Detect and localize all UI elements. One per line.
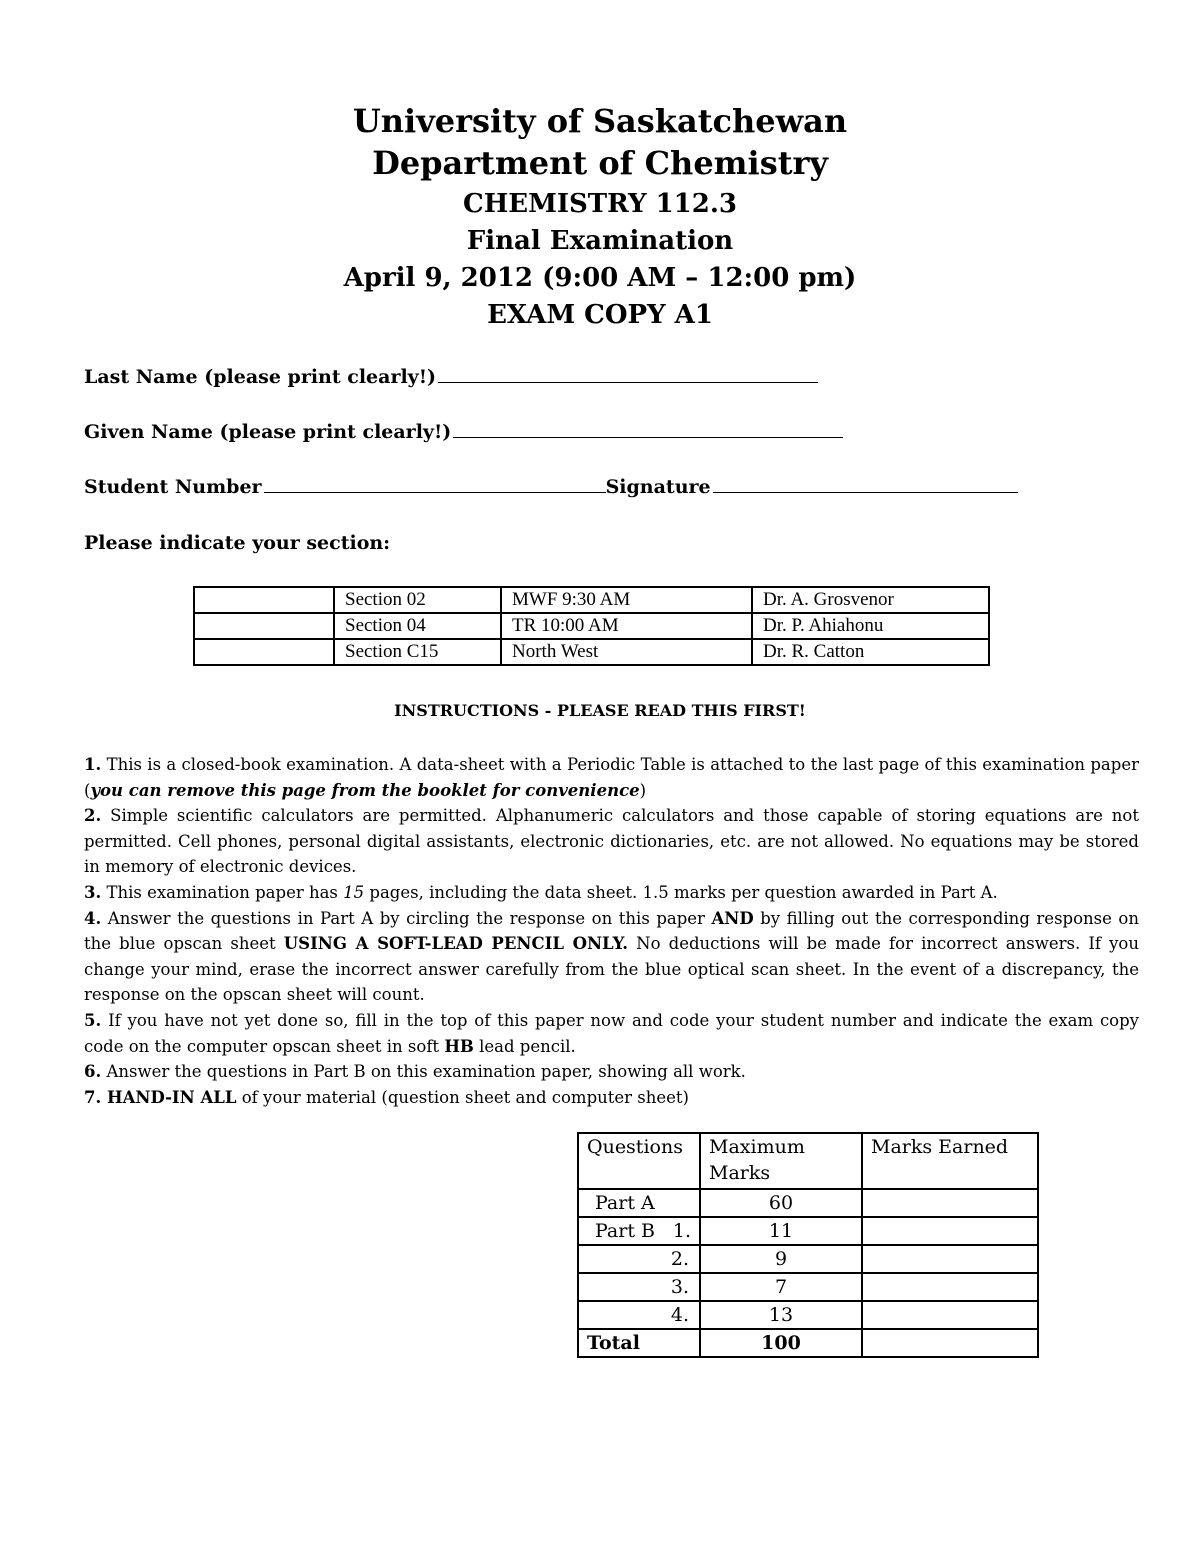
- instruction-item: 6. Answer the questions in Part B on this examination paper, showing all work.: [84, 1062, 746, 1082]
- university-title: University of Saskatchewan: [352, 102, 848, 140]
- section-checkbox-cell[interactable]: [194, 613, 334, 639]
- question-label: Part A: [578, 1189, 700, 1217]
- max-marks: 7: [700, 1273, 862, 1301]
- table-row: [578, 1217, 1038, 1245]
- instruction-item: 7. HAND-IN ALL of your material (question sheet and computer sheet): [84, 1087, 689, 1107]
- section-row[interactable]: [194, 613, 989, 639]
- section-row[interactable]: [194, 587, 989, 613]
- student-number-line[interactable]: [264, 491, 606, 493]
- marks-header-maximum: Maximum Marks: [700, 1133, 862, 1189]
- marks-earned-cell[interactable]: [862, 1189, 1038, 1217]
- student-number-label: Student Number: [84, 476, 262, 498]
- instruction-item: 2. Simple scientific calculators are permitted. Alphanumeric calculators and those capable of storing equations are not permitted. Cell phones, personal digital assistants, electronic dictionaries, etc. are not allowed. No equations may be stored in memory of electronic devices.: [84, 806, 1139, 877]
- department-title: Department of Chemistry: [372, 144, 828, 182]
- max-marks: 13: [700, 1301, 862, 1329]
- last-name-field[interactable]: [84, 366, 818, 388]
- marks-header-earned: Marks Earned: [862, 1133, 1038, 1189]
- section-time: MWF 9:30 AM: [501, 587, 752, 613]
- marks-header-row: [578, 1133, 1038, 1189]
- section-name: Section C15: [334, 639, 501, 665]
- marks-table: [577, 1132, 1039, 1358]
- table-row: [578, 1245, 1038, 1273]
- exam-title: Final Examination: [466, 226, 734, 256]
- question-label: 4.: [578, 1301, 700, 1329]
- exam-header: [0, 100, 1200, 334]
- section-checkbox-cell[interactable]: [194, 587, 334, 613]
- section-prompt: Please indicate your section:: [84, 532, 391, 554]
- max-marks: 100: [700, 1329, 862, 1357]
- section-time: TR 10:00 AM: [501, 613, 752, 639]
- last-name-label: Last Name (please print clearly!): [84, 366, 437, 388]
- section-row[interactable]: [194, 639, 989, 665]
- table-row: [578, 1301, 1038, 1329]
- section-name: Section 02: [334, 587, 501, 613]
- exam-date: April 9, 2012 (9:00 AM – 12:00 pm): [343, 263, 857, 293]
- marks-earned-cell[interactable]: [862, 1273, 1038, 1301]
- marks-earned-cell[interactable]: [862, 1329, 1038, 1357]
- table-row: [578, 1329, 1038, 1357]
- last-name-line[interactable]: [438, 381, 818, 383]
- given-name-label: Given Name (please print clearly!): [84, 421, 452, 443]
- table-row: [578, 1189, 1038, 1217]
- question-label: Total: [578, 1329, 700, 1357]
- given-name-field[interactable]: [84, 421, 843, 443]
- student-number-field[interactable]: [84, 476, 1018, 498]
- question-label: 2.: [578, 1245, 700, 1273]
- instructions-list: [84, 752, 1139, 1110]
- section-time: North West: [501, 639, 752, 665]
- max-marks: 60: [700, 1189, 862, 1217]
- section-checkbox-cell[interactable]: [194, 639, 334, 665]
- course-title: CHEMISTRY 112.3: [463, 189, 737, 219]
- marks-earned-cell[interactable]: [862, 1245, 1038, 1273]
- instruction-item: 3. This examination paper has 15 pages, including the data sheet. 1.5 marks per question awarded in Part A.: [84, 882, 998, 902]
- question-label: Part B 1.: [578, 1217, 700, 1245]
- section-name: Section 04: [334, 613, 501, 639]
- exam-copy: EXAM COPY A1: [487, 300, 713, 330]
- table-row: [578, 1273, 1038, 1301]
- instructions-title: INSTRUCTIONS - PLEASE READ THIS FIRST!: [394, 701, 806, 720]
- given-name-line[interactable]: [453, 436, 843, 438]
- instruction-item: 5. If you have not yet done so, fill in the top of this paper now and code your student number and indicate the exam copy code on the computer opscan sheet in soft HB lead pencil.: [84, 1010, 1139, 1056]
- section-instructor: Dr. R. Catton: [752, 639, 989, 665]
- section-instructor: Dr. P. Ahiahonu: [752, 613, 989, 639]
- instruction-item: 4. Answer the questions in Part A by circling the response on this paper AND by filling out the corresponding response on the blue opscan sheet USING A SOFT-LEAD PENCIL ONLY. No deductions will be made for incorrect answers. If you change your mind, erase the incorrect answer carefully from the blue optical scan sheet. In the event of a discrepancy, the response on the opscan sheet will count.: [84, 908, 1139, 1005]
- marks-earned-cell[interactable]: [862, 1301, 1038, 1329]
- question-label: 3.: [578, 1273, 700, 1301]
- section-instructor: Dr. A. Grosvenor: [752, 587, 989, 613]
- max-marks: 9: [700, 1245, 862, 1273]
- marks-header-questions: Questions: [578, 1133, 700, 1189]
- signature-line[interactable]: [713, 491, 1018, 493]
- max-marks: 11: [700, 1217, 862, 1245]
- marks-earned-cell[interactable]: [862, 1217, 1038, 1245]
- instruction-item: 1. This is a closed-book examination. A data-sheet with a Periodic Table is attached to the last page of this examination paper (you can remove this page from the booklet for convenience): [84, 755, 1139, 800]
- signature-label: Signature: [605, 476, 711, 498]
- section-table: [193, 586, 990, 666]
